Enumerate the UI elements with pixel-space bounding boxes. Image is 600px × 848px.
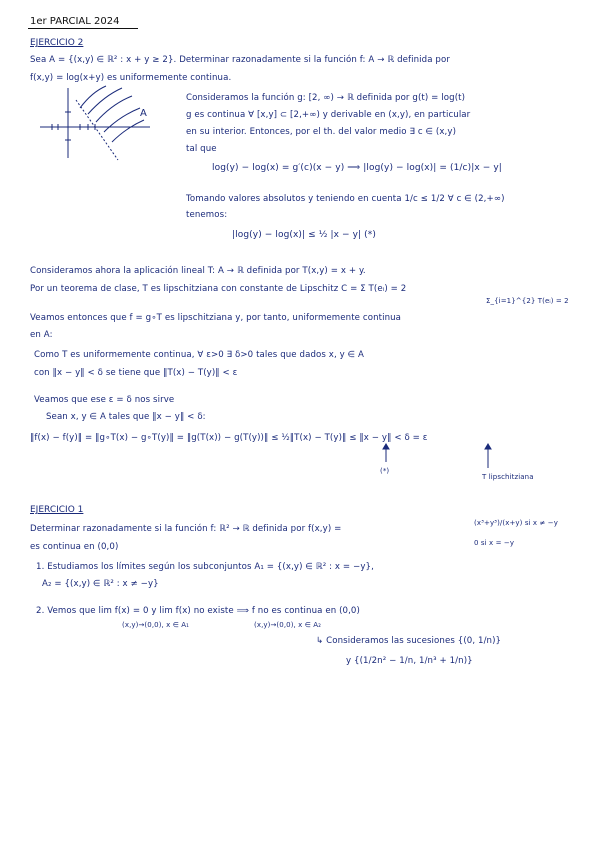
ex2-equation-mvt: log(y) − log(x) = g′(c)(x − y) ⟹ |log(y) − log(x)| = (1/c)|x − y| [212, 163, 502, 173]
ex1-limit-2-subscript: (x,y)→(0,0), x ∈ A₂ [254, 621, 322, 629]
page-title: 1er PARCIAL 2024 [30, 16, 120, 27]
ex1-step-1-set-a2: A₂ = {(x,y) ∈ ℝ² : x ≠ −y} [42, 579, 159, 589]
exercise-1-heading: EJERCICIO 1 [30, 505, 84, 515]
exercise-2-heading: EJERCICIO 2 [30, 38, 84, 48]
ex1-limit-1-subscript: (x,y)→(0,0), x ∈ A₁ [122, 621, 190, 629]
ex2-equation-bound: |log(y) − log(x)| ≤ ½ |x − y| (*) [232, 230, 376, 240]
annotation-star: (*) [380, 467, 390, 475]
ex2-line-d6: con ‖x − y‖ < δ se tiene que ‖T(x) − T(y)‖ < ε [34, 368, 238, 378]
ex2-line-c5: Tomando valores absolutos y teniendo en cuenta 1/c ≤ 1/2 ∀ c ∈ (2,+∞) [186, 194, 505, 204]
ex2-line-c3: en su interior. Entonces, por el th. del valor medio ∃ c ∈ (x,y) [186, 127, 457, 137]
ex1-piece-2: 0 si x = −y [474, 539, 515, 547]
ex2-equation-chain: ‖f(x) − f(y)‖ = ‖g∘T(x) − g∘T(y)‖ = ‖g(T(x)) − g(T(y))‖ ≤ ½‖T(x) − T(y)‖ ≤ ‖x − y‖ < δ = ε [30, 433, 428, 443]
ex2-line-d3: Veamos entonces que f = g∘T es lipschitziana y, por tanto, uniformemente continua [30, 313, 402, 323]
ex2-line-d5: Como T es uniformemente continua, ∀ ε>0 ∃ δ>0 tales que dados x, y ∈ A [34, 350, 365, 360]
region-a-label: A [140, 108, 147, 119]
ex2-line-d4: en A: [30, 330, 53, 340]
ex2-line-d2: Por un teorema de clase, T es lipschitziana con constante de Lipschitz C = Σ T(eᵢ) = 2 [30, 284, 407, 294]
ex2-statement-line-1: Sea A = {(x,y) ∈ ℝ² : x + y ≥ 2}. Determinar razonadamente si la función f: A → ℝ definida por [30, 55, 450, 65]
ex1-step-1: 1. Estudiamos los límites según los subconjuntos A₁ = {(x,y) ∈ ℝ² : x = −y}, [36, 562, 374, 572]
ex1-piece-1: (x³+y³)/(x+y) si x ≠ −y [474, 519, 559, 527]
ex2-line-c6: tenemos: [186, 210, 228, 220]
ex2-line-d7: Veamos que ese ε = δ nos sirve [34, 395, 175, 405]
ex2-line-c4: tal que [186, 144, 217, 154]
ex2-line-d8: Sean x, y ∈ A tales que ‖x − y‖ < δ: [46, 412, 206, 422]
ex2-lipschitz-sum: Σ_{i=1}^{2} T(eᵢ) = 2 [486, 297, 569, 305]
ex1-statement-line-1: Determinar razonadamente si la función f: ℝ² → ℝ definida por f(x,y) = [30, 524, 342, 534]
ex1-statement-line-2: es continua en (0,0) [30, 542, 119, 552]
ex1-step-4: y {(1/2n² − 1/n, 1/n³ + 1/n)} [346, 656, 473, 666]
ex1-step-3: ↳ Consideramos las sucesiones {(0, 1/n)} [316, 636, 502, 646]
annotation-lipschitz: T lipschitziana [482, 473, 534, 481]
ex1-step-2: 2. Vemos que lim f(x) = 0 y lim f(x) no existe ⟹ f no es continua en (0,0) [36, 606, 360, 616]
ex2-line-c2: g es continua ∀ [x,y] ⊂ [2,+∞) y derivable en (x,y), en particular [186, 110, 471, 120]
ex2-line-c1: Consideramos la función g: [2, ∞) → ℝ definida por g(t) = log(t) [186, 93, 466, 103]
ex2-line-d1: Consideramos ahora la aplicación lineal T: A → ℝ definida por T(x,y) = x + y. [30, 266, 366, 276]
ex2-statement-line-2: f(x,y) = log(x+y) es uniformemente continua. [30, 73, 232, 83]
